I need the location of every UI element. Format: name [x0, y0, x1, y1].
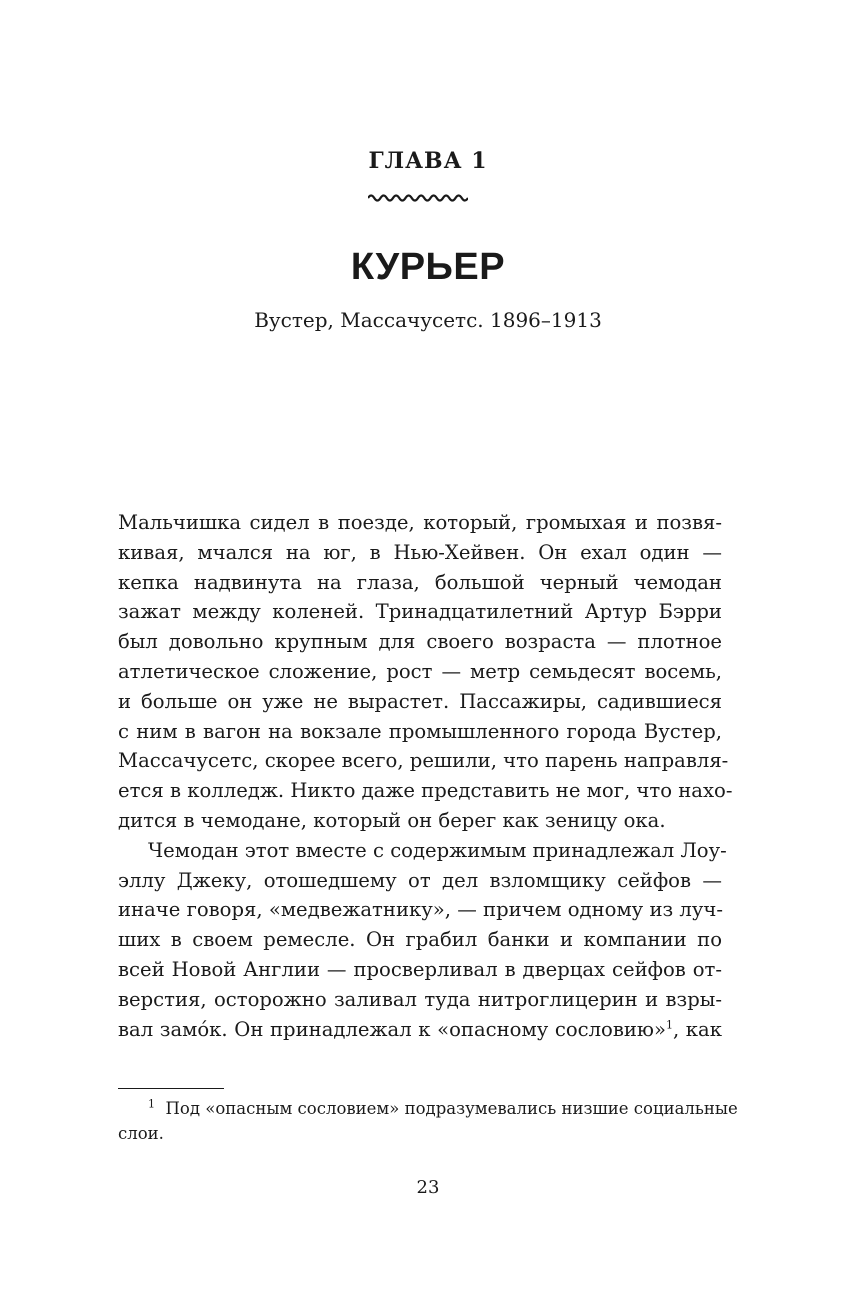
text-line: верстия, осторожно заливал туда нитроглицерин и взры-: [118, 987, 722, 1011]
text-line: кивая, мчался на юг, в Нью-Хейвен. Он ехал один —: [118, 540, 722, 564]
page-number: 23: [416, 1177, 440, 1198]
text-line: и больше он уже не вырастет. Пассажиры, садившиеся: [118, 689, 722, 713]
footnote-marker: 1: [148, 1097, 155, 1111]
text-line: дится в чемодане, который он берег как зеницу ока.: [118, 808, 666, 832]
text-line: Чемодан этот вместе с содержимым принадлежал Лоу-: [148, 838, 727, 862]
footnote-text: Под «опасным сословием» подразумевались низшие социальные: [165, 1099, 738, 1118]
text-line: ших в своем ремесле. Он грабил банки и компании по: [118, 928, 722, 952]
footnote-divider: [118, 1088, 224, 1089]
footnote-reference[interactable]: 1: [665, 1018, 673, 1032]
text-line: атлетическое сложение, рост — метр семьдесят восемь,: [118, 659, 722, 683]
text-line-part: , как: [672, 1017, 722, 1041]
text-line: был довольно крупным для своего возраста — плотное: [118, 630, 722, 654]
text-line: Мальчишка сидел в поезде, который, громыхая и позвя-: [118, 511, 722, 534]
footnote-line: слои.: [118, 1124, 164, 1143]
chapter-subtitle: Вустер, Массачусетс. 1896–1913: [254, 308, 602, 332]
body-text: [118, 508, 733, 1044]
footnote-line: [118, 1096, 738, 1121]
text-line: [118, 1015, 722, 1045]
text-line-part: вал замóк. Он принадлежал к «опасному сословию»: [118, 1017, 666, 1041]
text-line: ется в колледж. Никто даже представить не мог, что нахо-: [118, 779, 733, 803]
text-line: иначе говоря, «медвежатнику», — причем одному из луч-: [118, 898, 723, 922]
text-line: всей Новой Англии — просверливал в дверцах сейфов от-: [118, 957, 722, 981]
text-line: эллу Джеку, отошедшему от дел взломщику сейфов —: [118, 868, 722, 892]
footnote: [118, 1096, 738, 1146]
text-line: зажат между коленей. Тринадцатилетний Артур Бэрри: [118, 600, 722, 624]
text-line: с ним в вагон на вокзале промышленного города Вустер,: [118, 719, 722, 743]
text-line: кепка надвинута на глаза, большой черный чемодан: [118, 570, 722, 594]
chapter-label: ГЛАВА 1: [368, 148, 488, 174]
wave-ornament-icon: [368, 193, 468, 203]
text-line: Массачусетс, скорее всего, решили, что парень направля-: [118, 749, 729, 773]
chapter-title: КУРЬЕР: [350, 246, 506, 288]
